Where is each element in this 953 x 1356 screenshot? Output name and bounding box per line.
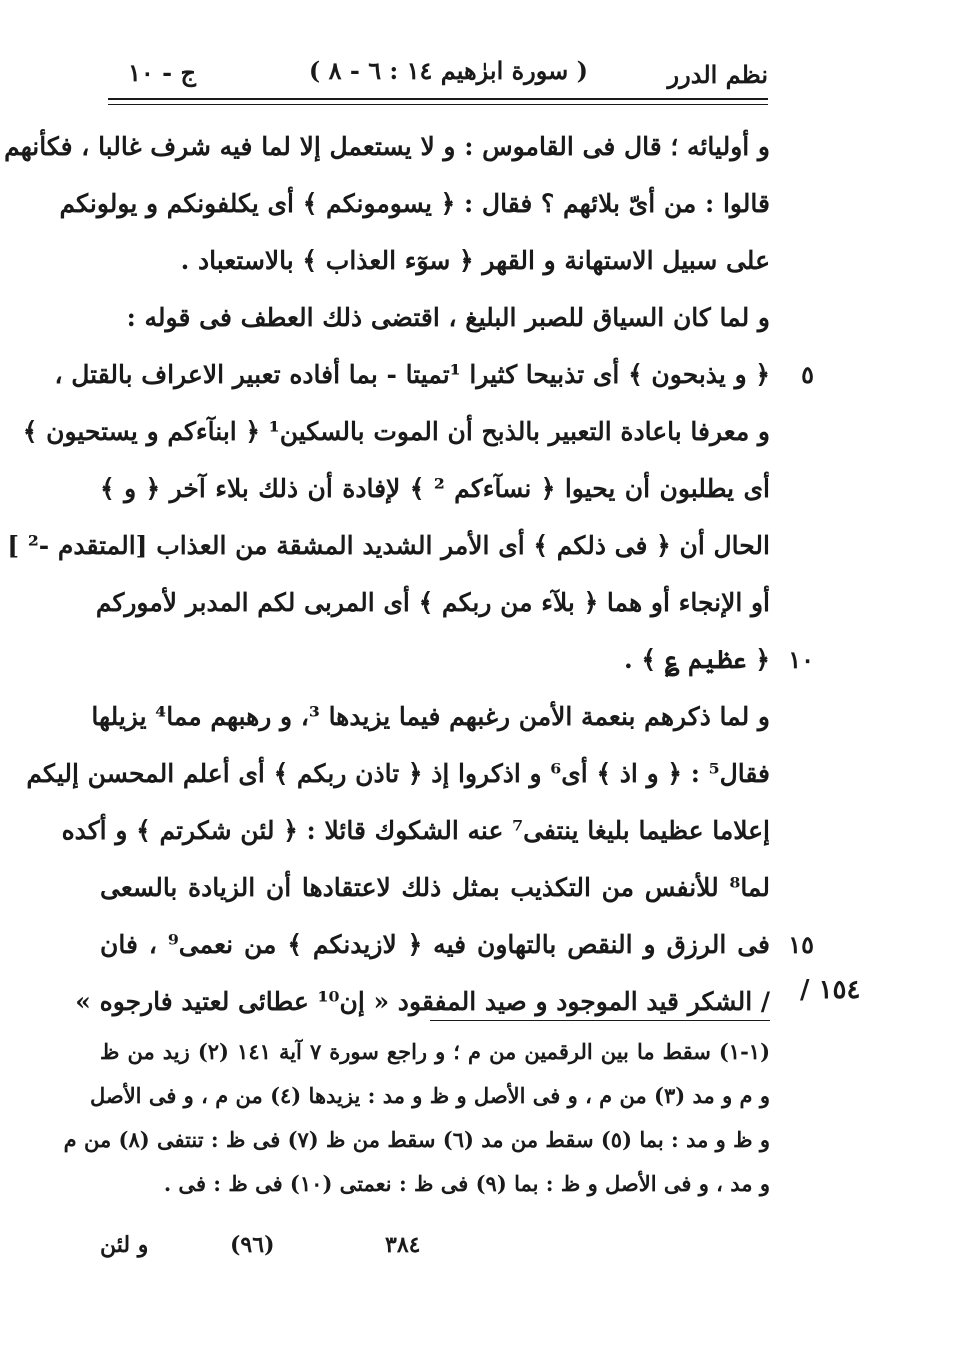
page-header — [108, 52, 768, 92]
line-text: قالوا : من أىّ بلائهم ؟ فقال : ﴿ يسومونكم ﴾ أى يكلفونكم و يولونكم — [59, 189, 770, 218]
line-text: فى الرزق و النقص بالتهاون فيه ﴿ لازيدنكم ﴾ من نعمى⁹ ، فان — [100, 930, 771, 959]
text-line — [22, 403, 770, 460]
text-line — [7, 517, 770, 574]
page-number: ٣٨٤ — [385, 1232, 421, 1258]
line-text: ﴿ عظيم ؏ ﴾ . — [623, 645, 770, 674]
line-number: ٥ — [801, 360, 814, 389]
footnote-line: و مد ، و فى الأصل و ظ : بما (٩) فى ظ : نعمتى (١٠) فى ظ : فى . — [163, 1171, 770, 1196]
line-number: ١٠ — [788, 645, 814, 674]
catchword: و لئن — [100, 1232, 149, 1258]
footnote-line: و ظ و مد : بما (٥) سقط من مد (٦) سقط من ظ (٧) فى ظ : تنتفى (٨) من م — [63, 1127, 770, 1152]
footnotes — [63, 1030, 771, 1206]
line-text: أو الإنجاء أو هما ﴿ بلآء من ربكم ﴾ أى المربى لكم المدبر لأموركم — [95, 588, 770, 617]
line-text: فقال⁵ : ﴿ و اذ ﴾ أى⁶ و اذكروا إذ ﴿ تاذن ربكم ﴾ أى أعلم المحسن إليكم — [26, 759, 770, 788]
sequence-number: (٩٦) — [230, 1232, 275, 1258]
page-footer — [100, 1232, 600, 1272]
text-line — [100, 232, 770, 289]
line-text: ﴿ و يذبحون ﴾ أى تذبيحا كثيرا ¹تميتا - بما أفاده تعبير الاعراف بالقتل ، — [54, 360, 770, 389]
manuscript-folio-note: ١٥٤ / — [800, 975, 861, 1005]
line-text: و معرفا باعادة التعبير بالذبح أن الموت بالسكين¹ ﴿ ابنآءكم و يستحيون ﴾ — [22, 417, 770, 446]
header-rule-thin — [108, 104, 768, 105]
line-text: / الشكر قيد الموجود و صيد المفقود « إن¹⁰ عطائى لعتيد فارجوه » — [75, 987, 770, 1016]
line-text: إعلاما عظيما بليغا ينتفى⁷ عنه الشكوك قائلا : ﴿ لئن شكرتم ﴾ و أكده — [61, 816, 770, 845]
text-line — [100, 631, 814, 688]
surah-reference: ( سورة ابرٰهيم ١٤ : ٦ - ٨ ) — [308, 56, 588, 85]
text-line — [61, 802, 770, 859]
line-number: ١٥ — [788, 930, 814, 959]
line-text: و لما كان السياق للصبر البليغ ، اقتضى ذلك العطف فى قوله : — [126, 303, 770, 332]
text-line — [100, 460, 770, 517]
text-line — [95, 574, 770, 631]
running-title: نظم الدرر — [667, 60, 768, 89]
line-text: أى يطلبون أن يحيوا ﴿ نسآءكم ² ﴾ لإفادة أن ذلك بلاء آخر ﴿ و ﴾ — [100, 474, 770, 503]
text-line — [100, 916, 814, 973]
volume-label: ج - ١٠ — [128, 58, 196, 87]
text-line — [4, 118, 770, 175]
text-line — [75, 973, 770, 1030]
text-line — [100, 859, 770, 916]
footnote-line: و م و مد (٣) من م ، و فى الأصل و ظ و مد : يزيدها (٤) من م ، و فى الأصل — [89, 1083, 770, 1108]
text-line — [100, 289, 770, 346]
text-line — [26, 745, 770, 802]
footnote-rule — [430, 1020, 770, 1021]
line-text: و أوليائه ؛ قال فى القاموس : و لا يستعمل إلا لما فيه شرف غالبا ، فكأنهم — [4, 132, 770, 161]
line-text: الحال أن ﴿ فى ذلكم ﴾ أى الأمر الشديد المشقة من العذاب [المتقدم -² ] — [7, 531, 770, 560]
main-text — [4, 118, 814, 1030]
footnote-line: (١-١) سقط ما بين الرقمين من م ؛ و راجع سورة ٧ آية ١٤١ (٢) زيد من ظ — [100, 1039, 771, 1064]
text-line — [91, 688, 770, 745]
text-line — [54, 346, 814, 403]
header-rule — [108, 98, 768, 100]
text-line — [59, 175, 770, 232]
line-text: لما⁸ للأنفس من التكذيب بمثل ذلك لاعتقادها أن الزيادة بالسعى — [100, 873, 770, 902]
line-text: على سبيل الاستهانة و القهر ﴿ سوٓء العذاب ﴾ بالاستعباد . — [180, 246, 770, 275]
line-text: و لما ذكرهم بنعمة الأمن رغبهم فيما يزيدها ³، و رهبهم مما⁴ يزيلها — [91, 702, 770, 731]
